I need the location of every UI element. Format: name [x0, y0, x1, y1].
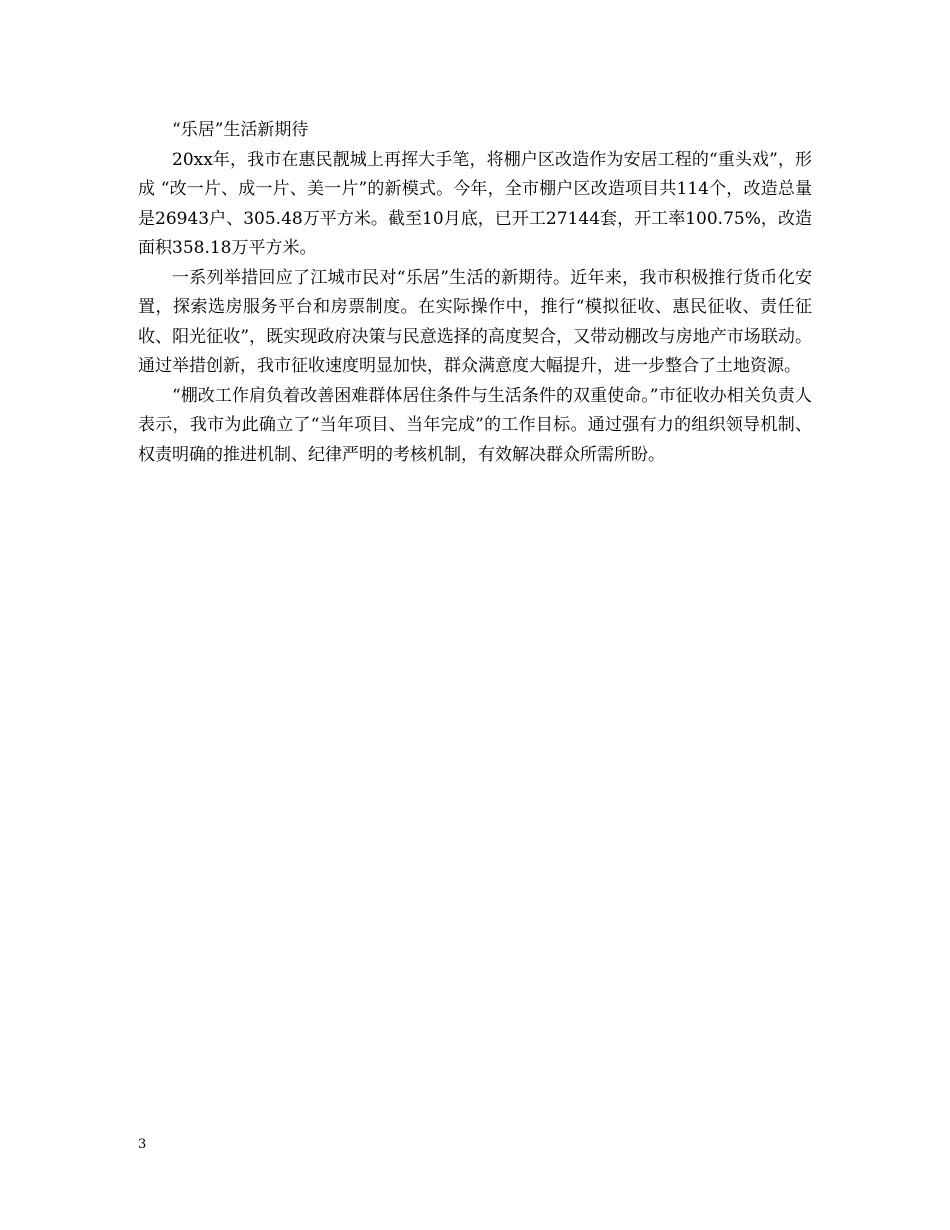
paragraph-2: 一系列举措回应了江城市民对“乐居”生活的新期待。近年来，我市积极推行货币化安置，探索选房服务平台和房票制度。在实际操作中，推行“模拟征收、惠民征收、责任征收、阳光征收”，既实现政府决策与民意选择的高度契合，又带动棚改与房地产市场联动。通过举措创新，我市征收速度明显加快，群众满意度大幅提升，进一步整合了土地资源。: [138, 267, 812, 376]
paragraph-3: “棚改工作肩负着改善困难群体居住条件与生活条件的双重使命。”市征收办相关负责人表示，我市为此确立了“当年项目、当年完成”的工作目标。通过强有力的组织领导机制、权责明确的推进机制、纪律严明的考核机制，有效解决群众所需所盼。: [138, 385, 812, 465]
page-number: 3: [138, 1137, 147, 1152]
section-heading: “乐居”生活新期待: [172, 120, 309, 140]
document-body: [138, 116, 812, 470]
paragraph-1: 20xx年，我市在惠民靓城上再挥大手笔，将棚户区改造作为安居工程的“重头戏”，形成 “改一片、成一片、美一片”的新模式。今年，全市棚户区改造项目共114个，改造总量是26943户、305.48万平方米。截至10月底，已开工27144套，开工率100.75%，改造面积358.18万平方米。: [138, 149, 812, 258]
